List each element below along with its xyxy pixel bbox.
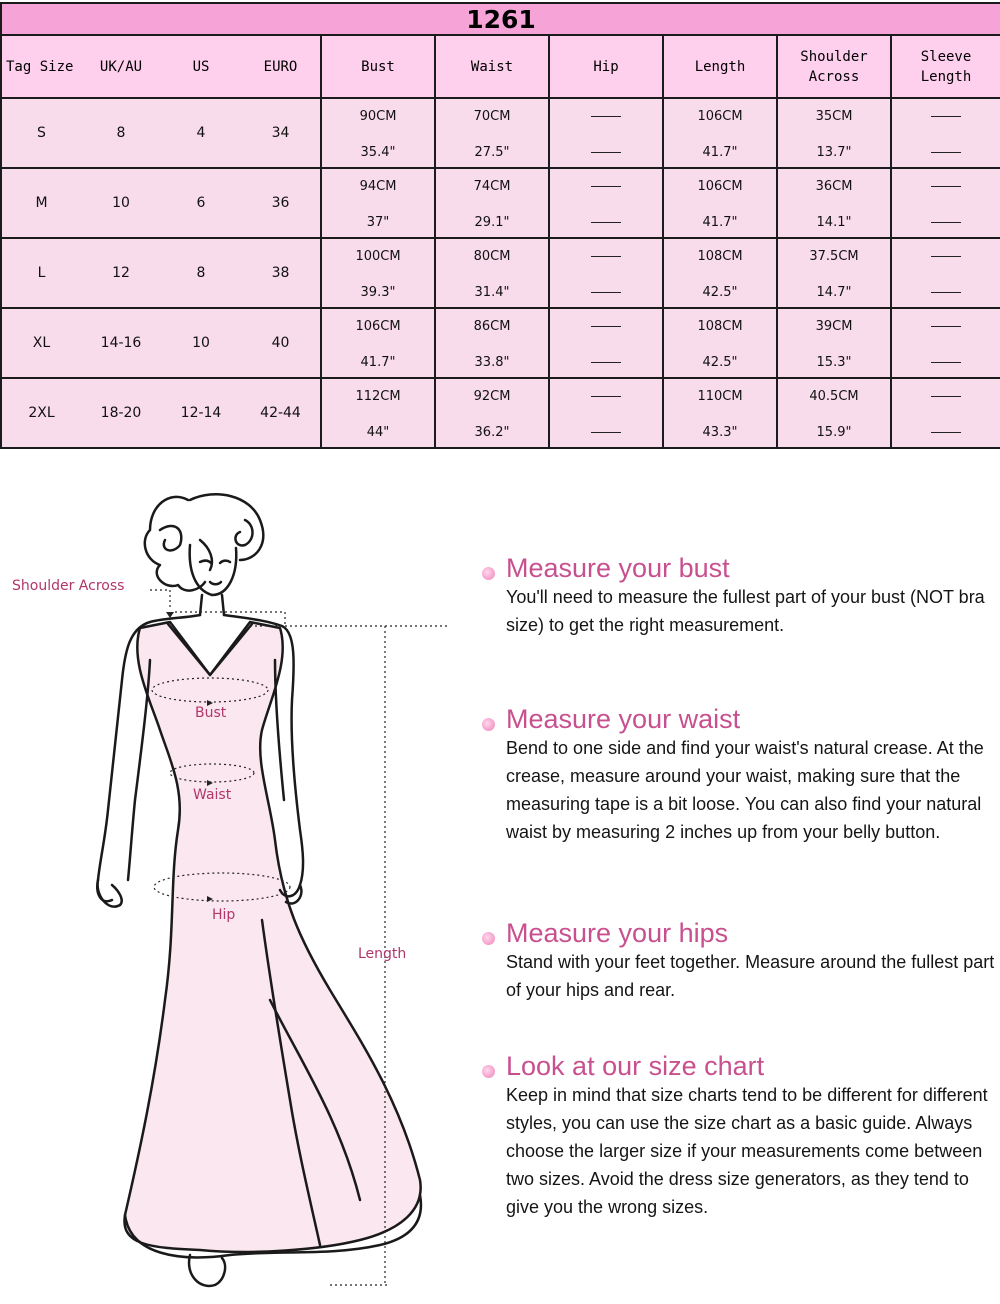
size-tag-cell: S <box>1 98 81 168</box>
tip-waist <box>480 704 1000 846</box>
length-in-value: 42.5" <box>702 285 738 300</box>
table-body <box>1 98 1000 448</box>
table-header-row <box>1 35 1000 98</box>
dash-divider <box>591 186 621 187</box>
waist-cm-value: 92CM <box>473 389 511 404</box>
waist-cm-value: 80CM <box>473 249 511 264</box>
length-cell <box>663 238 777 308</box>
header-length: Length <box>663 35 777 98</box>
size-euro-cell: 34 <box>241 98 321 168</box>
dash-divider <box>931 256 961 257</box>
header-bust: Bust <box>321 35 435 98</box>
dash-divider <box>591 256 621 257</box>
dash-divider <box>931 292 961 293</box>
length-cell <box>663 378 777 448</box>
size-chart-table <box>0 2 1000 449</box>
header-shoulder-line1: Shoulder <box>800 48 868 65</box>
waist-cell <box>435 378 549 448</box>
tip-heading: Measure your bust <box>506 553 730 583</box>
waist-cm-value: 74CM <box>473 179 511 194</box>
size-uk-cell: 12 <box>81 238 161 308</box>
waist-in-value: 27.5" <box>474 145 510 160</box>
bust-cm-value: 90CM <box>359 109 397 124</box>
size-euro-cell: 36 <box>241 168 321 238</box>
length-cm-value: 108CM <box>697 319 743 334</box>
length-cell <box>663 98 777 168</box>
size-us-cell: 8 <box>161 238 241 308</box>
size-tag-cell: M <box>1 168 81 238</box>
bust-in-value: 39.3" <box>360 285 396 300</box>
header-shoulder-line2: Across <box>808 68 860 85</box>
size-uk-cell: 8 <box>81 98 161 168</box>
tip-body: Keep in mind that size charts tend to be different for different styles, you can use the size chart as a basic guide. Always choose the larger size if your measurements come between two sizes. Avoid the dress size generators, as they tend to give you the wrong sizes. <box>506 1085 988 1217</box>
pink-bullet-icon <box>482 718 495 731</box>
pink-bullet-icon <box>482 567 495 580</box>
label-waist: Waist <box>193 787 232 803</box>
empty-measure-cell <box>549 168 663 238</box>
shoulder-cm-value: 39CM <box>815 319 853 334</box>
dress-figure-drawing <box>0 480 470 1300</box>
table-title: 1261 <box>1 3 1000 35</box>
dash-divider <box>931 396 961 397</box>
dash-divider <box>931 152 961 153</box>
header-uk-au: UK/AU <box>81 35 161 98</box>
size-tag-cell: XL <box>1 308 81 378</box>
length-in-value: 41.7" <box>702 215 738 230</box>
shoulder-in-value: 14.1" <box>816 215 852 230</box>
pink-bullet-icon <box>482 1065 495 1078</box>
dash-divider <box>931 362 961 363</box>
dash-divider <box>931 186 961 187</box>
waist-in-value: 31.4" <box>474 285 510 300</box>
shoulder-cell <box>777 378 891 448</box>
tip-size-chart <box>480 1051 1000 1221</box>
empty-measure-cell <box>549 378 663 448</box>
bust-cm-value: 106CM <box>355 319 401 334</box>
size-uk-cell: 18-20 <box>81 378 161 448</box>
dash-divider <box>591 292 621 293</box>
dash-divider <box>931 432 961 433</box>
dash-divider <box>591 396 621 397</box>
bust-cell <box>321 168 435 238</box>
waist-in-value: 36.2" <box>474 425 510 440</box>
bust-cm-value: 100CM <box>355 249 401 264</box>
bust-cm-value: 112CM <box>355 389 401 404</box>
waist-cm-value: 70CM <box>473 109 511 124</box>
length-cm-value: 106CM <box>697 109 743 124</box>
tip-body: Stand with your feet together. Measure around the fullest part of your hips and rear. <box>506 952 995 1000</box>
shoulder-in-value: 15.9" <box>816 425 852 440</box>
table-row <box>1 98 1000 168</box>
header-waist: Waist <box>435 35 549 98</box>
size-euro-cell: 40 <box>241 308 321 378</box>
empty-measure-cell <box>891 98 1000 168</box>
tip-bust <box>480 553 1000 639</box>
length-cm-value: 108CM <box>697 249 743 264</box>
table-row <box>1 168 1000 238</box>
dash-divider <box>591 152 621 153</box>
empty-measure-cell <box>891 378 1000 448</box>
header-shoulder-across <box>777 35 891 98</box>
empty-measure-cell <box>891 238 1000 308</box>
header-hip: Hip <box>549 35 663 98</box>
header-sleeve-line2: Length <box>920 68 972 85</box>
length-cm-value: 106CM <box>697 179 743 194</box>
label-length: Length <box>358 946 407 962</box>
tip-heading: Look at our size chart <box>506 1051 765 1081</box>
label-bust: Bust <box>195 705 227 721</box>
length-cell <box>663 168 777 238</box>
length-in-value: 41.7" <box>702 145 738 160</box>
table-row <box>1 378 1000 448</box>
shoulder-cell <box>777 168 891 238</box>
header-us: US <box>161 35 241 98</box>
size-tag-cell: 2XL <box>1 378 81 448</box>
shoulder-cm-value: 36CM <box>815 179 853 194</box>
dash-divider <box>591 116 621 117</box>
tip-heading: Measure your hips <box>506 918 729 948</box>
shoulder-in-value: 13.7" <box>816 145 852 160</box>
length-cm-value: 110CM <box>697 389 743 404</box>
dash-divider <box>591 432 621 433</box>
waist-cm-value: 86CM <box>473 319 511 334</box>
shoulder-in-value: 14.7" <box>816 285 852 300</box>
dash-divider <box>591 326 621 327</box>
bust-in-value: 35.4" <box>360 145 396 160</box>
empty-measure-cell <box>549 238 663 308</box>
bust-cell <box>321 238 435 308</box>
length-in-value: 43.3" <box>702 425 738 440</box>
length-cell <box>663 308 777 378</box>
shoulder-cm-value: 40.5CM <box>809 389 859 404</box>
dash-divider <box>591 222 621 223</box>
shoulder-cell <box>777 308 891 378</box>
waist-in-value: 33.8" <box>474 355 510 370</box>
bust-cell <box>321 378 435 448</box>
dash-divider <box>931 116 961 117</box>
size-tag-cell: L <box>1 238 81 308</box>
empty-measure-cell <box>549 98 663 168</box>
length-in-value: 42.5" <box>702 355 738 370</box>
size-us-cell: 4 <box>161 98 241 168</box>
shoulder-cell <box>777 98 891 168</box>
tip-hips <box>480 918 1000 1004</box>
dash-divider <box>591 362 621 363</box>
dash-divider <box>931 326 961 327</box>
bust-cm-value: 94CM <box>359 179 397 194</box>
dash-divider <box>931 222 961 223</box>
shoulder-cm-value: 35CM <box>815 109 853 124</box>
bust-in-value: 41.7" <box>360 355 396 370</box>
bust-cell <box>321 98 435 168</box>
size-us-cell: 10 <box>161 308 241 378</box>
waist-cell <box>435 168 549 238</box>
bust-cell <box>321 308 435 378</box>
header-tag-size: Tag Size <box>1 35 81 98</box>
empty-measure-cell <box>549 308 663 378</box>
waist-cell <box>435 308 549 378</box>
tip-heading: Measure your waist <box>506 704 741 734</box>
size-euro-cell: 42-44 <box>241 378 321 448</box>
size-uk-cell: 14-16 <box>81 308 161 378</box>
header-euro: EURO <box>241 35 321 98</box>
size-euro-cell: 38 <box>241 238 321 308</box>
bust-in-value: 44" <box>366 425 390 440</box>
label-hip: Hip <box>212 907 236 923</box>
table-row <box>1 308 1000 378</box>
shoulder-cm-value: 37.5CM <box>809 249 859 264</box>
label-shoulder-across: Shoulder Across <box>12 578 125 594</box>
size-us-cell: 12-14 <box>161 378 241 448</box>
size-us-cell: 6 <box>161 168 241 238</box>
header-sleeve-line1: Sleeve <box>920 48 972 65</box>
table-row <box>1 238 1000 308</box>
pink-bullet-icon <box>482 932 495 945</box>
measurement-illustration <box>0 480 470 1300</box>
bust-in-value: 37" <box>366 215 390 230</box>
header-sleeve-length <box>891 35 1000 98</box>
waist-cell <box>435 238 549 308</box>
waist-in-value: 29.1" <box>474 215 510 230</box>
tip-body: Bend to one side and find your waist's natural crease. At the crease, measure around your waist, making sure that the measuring tape is a bit loose. You can also find your natural waist by measuring 2 inches up from your belly button. <box>506 738 984 842</box>
size-uk-cell: 10 <box>81 168 161 238</box>
waist-cell <box>435 98 549 168</box>
shoulder-in-value: 15.3" <box>816 355 852 370</box>
tip-body: You'll need to measure the fullest part of your bust (NOT bra size) to get the right measurement. <box>506 587 985 635</box>
empty-measure-cell <box>891 308 1000 378</box>
empty-measure-cell <box>891 168 1000 238</box>
shoulder-cell <box>777 238 891 308</box>
